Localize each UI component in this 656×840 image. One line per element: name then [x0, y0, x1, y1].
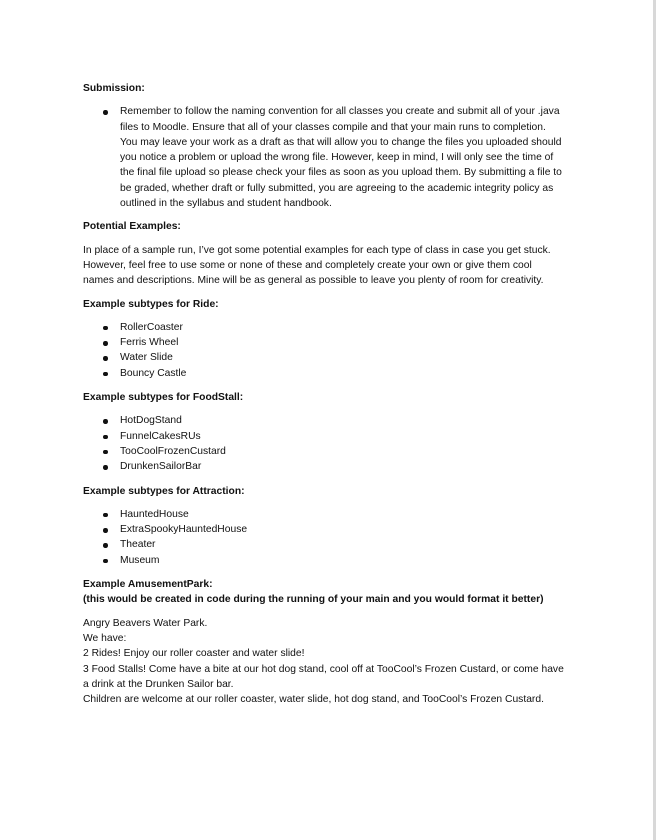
document-body [83, 81, 583, 707]
amusement-park-heading: Example AmusementPark: [83, 579, 213, 591]
list-item: ExtraSpookyHauntedHouse [83, 522, 583, 537]
attraction-subtypes-heading: Example subtypes for Attraction: [83, 485, 245, 497]
attraction-subtypes-list [83, 507, 583, 568]
list-item: FunnelCakesRUs [83, 429, 583, 444]
example-line: Angry Beavers Water Park. [83, 617, 208, 629]
list-item: Ferris Wheel [83, 335, 583, 350]
list-item: Theater [83, 537, 583, 552]
foodstall-subtypes-heading: Example subtypes for FoodStall: [83, 392, 244, 404]
list-item: RollerCoaster [83, 320, 583, 335]
list-item: TooCoolFrozenCustard [83, 444, 583, 459]
potential-examples-paragraph [83, 243, 583, 289]
amusement-park-example [83, 616, 583, 708]
submission-line: outlined in the syllabus and student handbook. [120, 198, 332, 210]
amusement-park-subheading: (this would be created in code during the running of your main and you would format it better) [83, 594, 544, 606]
example-line: 3 Food Stalls! Come have a bite at our hot dog stand, cool off at TooCool’s Frozen Custard, or come have [83, 663, 564, 675]
paragraph-line: However, feel free to use some or none of these and completely create your own or give them cool [83, 259, 532, 271]
ride-subtypes-heading: Example subtypes for Ride: [83, 298, 219, 310]
submission-bullet [83, 104, 583, 211]
list-item: DrunkenSailorBar [83, 459, 583, 474]
example-line: 2 Rides! Enjoy our roller coaster and water slide! [83, 648, 305, 660]
submission-line: the final file upload so please check your files as soon as you upload them. By submitting a file to [120, 167, 562, 179]
example-line: We have: [83, 632, 127, 644]
list-item: Museum [83, 553, 583, 568]
example-line: Children are welcome at our roller coaster, water slide, hot dog stand, and TooCool’s Frozen Custard. [83, 694, 544, 706]
list-item: HauntedHouse [83, 507, 583, 522]
submission-line: You may leave your work as a draft as that will allow you to change the files you uploaded should [120, 136, 562, 148]
foodstall-subtypes-list [83, 413, 583, 474]
submission-bullet-list [83, 104, 583, 211]
submission-heading: Submission: [83, 83, 145, 94]
submission-line: you notice a problem or upload the wrong file. However, keep in mind, I will only see the time of [120, 152, 554, 164]
list-item: Water Slide [83, 350, 583, 365]
ride-subtypes-list [83, 320, 583, 381]
list-item: Bouncy Castle [83, 366, 583, 381]
paragraph-line: names and descriptions. Mine will be as general as possible to leave you plenty of room for creativity. [83, 275, 544, 287]
submission-line: Remember to follow the naming convention for all classes you create and submit all of your .java [120, 106, 560, 118]
submission-line: be graded, whether draft or fully submitted, you are agreeing to the academic integrity policy as [120, 182, 554, 194]
potential-examples-heading: Potential Examples: [83, 221, 181, 233]
submission-line: files to Moodle. Ensure that all of your classes compile and that your main runs to completion. [120, 121, 546, 133]
list-item: HotDogStand [83, 413, 583, 428]
example-line: a drink at the Drunken Sailor bar. [83, 678, 234, 690]
paragraph-line: In place of a sample run, I’ve got some potential examples for each type of class in case you get stuck. [83, 244, 551, 256]
